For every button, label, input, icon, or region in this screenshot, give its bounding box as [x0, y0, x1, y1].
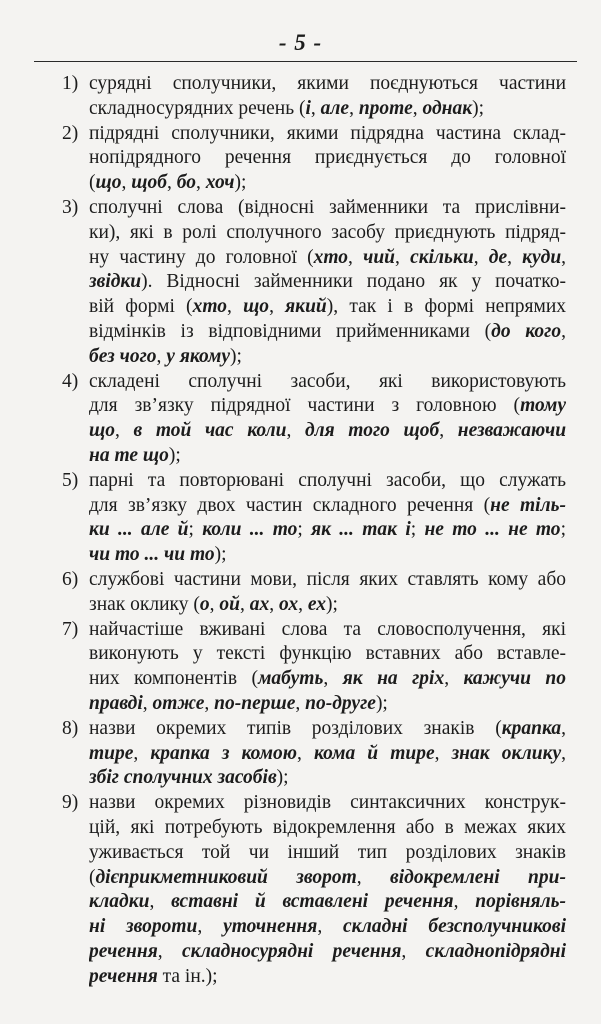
- text-line: [89, 965, 566, 990]
- list-item-number: 7): [62, 618, 79, 640]
- text-line: [89, 295, 566, 320]
- emphasized-example: чи то ... чи то: [89, 544, 215, 566]
- text-segment: цій, які потребують відокремлення або в межах яких: [89, 816, 566, 838]
- emphasized-example: не тіль-: [490, 494, 566, 516]
- text-segment: ,: [195, 172, 206, 194]
- text-segment: ,: [226, 296, 244, 318]
- text-segment: );: [234, 172, 247, 194]
- text-segment: назви окремих типів розділових знаків (: [89, 717, 502, 739]
- emphasized-example: що: [89, 420, 115, 442]
- text-segment: нопідрядного речення приєднується до головної: [89, 147, 566, 169]
- text-line: [89, 419, 566, 444]
- text-line: [89, 841, 566, 866]
- emphasized-example: ох: [278, 593, 299, 615]
- text-line: [89, 196, 566, 221]
- text-segment: ,: [197, 916, 224, 938]
- emphasized-example: порівняль-: [475, 891, 566, 913]
- text-segment: ;: [410, 519, 425, 541]
- text-line: [89, 692, 566, 717]
- emphasized-example: і: [305, 97, 311, 119]
- text-segment: ,: [115, 420, 134, 442]
- text-segment: ,: [295, 692, 306, 714]
- text-segment: ,: [453, 891, 476, 913]
- emphasized-example: по-друге: [305, 692, 376, 714]
- text-segment: ,: [269, 593, 279, 615]
- list-item: [62, 122, 566, 196]
- list-item: [62, 196, 566, 370]
- text-segment: ,: [561, 246, 566, 268]
- text-segment: знак оклику (: [89, 593, 200, 615]
- text-segment: ,: [133, 742, 151, 764]
- text-segment: );: [214, 544, 227, 566]
- text-segment: ,: [444, 668, 464, 690]
- text-segment: );: [472, 97, 485, 119]
- text-line: [89, 543, 566, 568]
- list-item: [62, 791, 566, 989]
- text-line: [89, 593, 566, 618]
- text-segment: ,: [298, 593, 308, 615]
- text-line: [89, 568, 566, 593]
- emphasized-example: в той час коли: [133, 420, 287, 442]
- list-item: [62, 568, 566, 618]
- text-line: [89, 320, 566, 345]
- emphasized-example: для того щоб: [304, 420, 440, 442]
- text-line: [89, 394, 566, 419]
- text-segment: ,: [209, 593, 220, 615]
- list-item: [62, 618, 566, 717]
- text-segment: відмінків із відповідними прийменниками (: [89, 320, 492, 342]
- list-item-number: 9): [62, 792, 79, 814]
- emphasized-example: щоб: [131, 172, 167, 194]
- text-segment: (: [89, 866, 96, 888]
- text-line: [89, 940, 566, 965]
- list-item: [62, 469, 566, 568]
- emphasized-example: крапка: [501, 717, 562, 739]
- emphasized-example: бо: [176, 172, 196, 194]
- emphasized-example: у якому: [166, 345, 231, 367]
- emphasized-example: як на гріх: [342, 668, 445, 690]
- emphasized-example: який: [285, 296, 327, 318]
- text-segment: ,: [401, 940, 426, 962]
- text-segment: уживається той чи інший тип розділових знаків: [89, 841, 566, 863]
- emphasized-example: кажучи по: [463, 668, 566, 690]
- emphasized-example: скільки: [410, 246, 474, 268]
- text-segment: ,: [204, 692, 215, 714]
- header-divider: [34, 61, 577, 62]
- text-segment: ), так і в формі непрямих: [326, 296, 566, 318]
- text-segment: підрядні сполучники, якими підрядна частина склад-: [89, 122, 566, 144]
- emphasized-example: куди: [522, 246, 562, 268]
- text-segment: );: [168, 444, 181, 466]
- text-segment: вій формі (: [89, 296, 193, 318]
- list-item-number: 8): [62, 717, 79, 739]
- emphasized-example: кома й тире: [313, 742, 435, 764]
- emphasized-example: о: [199, 593, 210, 615]
- text-segment: ;: [188, 519, 203, 541]
- emphasized-example: складносурядні речення: [182, 940, 402, 962]
- emphasized-example: що: [243, 296, 270, 318]
- text-segment: );: [276, 767, 289, 789]
- list-item-number: 4): [62, 370, 79, 392]
- text-segment: ,: [561, 717, 566, 739]
- text-segment: найчастіше вживані слова та словосполучення, які: [89, 618, 566, 640]
- emphasized-example: чий: [363, 246, 396, 268]
- text-segment: сполучні слова (відносні займенники та прислівни-: [89, 196, 566, 218]
- text-line: [89, 370, 566, 395]
- text-line: [89, 444, 566, 469]
- text-segment: для зв’язку двох частин складного речення (: [89, 494, 491, 516]
- text-segment: ,: [412, 97, 423, 119]
- emphasized-example: ки ... але й: [89, 519, 189, 541]
- emphasized-example: крапка з комою: [150, 742, 297, 764]
- text-segment: (: [89, 172, 96, 194]
- text-line: [89, 642, 566, 667]
- text-segment: ,: [356, 866, 391, 888]
- text-line: [89, 494, 566, 519]
- text-line: [89, 97, 566, 122]
- list-item: [62, 370, 566, 469]
- emphasized-example: мабуть: [258, 668, 324, 690]
- text-segment: ,: [439, 420, 458, 442]
- emphasized-example: як ... так і: [311, 519, 411, 541]
- emphasized-example: ні звороти: [89, 916, 198, 938]
- list-item: [62, 72, 566, 122]
- emphasized-example: хто: [192, 296, 227, 318]
- emphasized-example: речення: [89, 965, 158, 987]
- emphasized-example: але: [320, 97, 350, 119]
- emphasized-example: хоч: [205, 172, 235, 194]
- emphasized-example: ех: [307, 593, 326, 615]
- text-segment: ,: [156, 345, 167, 367]
- emphasized-example: проте: [358, 97, 413, 119]
- text-segment: ,: [310, 97, 321, 119]
- text-segment: ;: [560, 519, 566, 541]
- text-segment: службові частини мови, після яких ставлять кому або: [89, 568, 566, 590]
- text-line: [89, 915, 566, 940]
- emphasized-example: по-перше: [214, 692, 296, 714]
- text-line: [89, 72, 566, 97]
- text-segment: ,: [348, 246, 364, 268]
- emphasized-example: знак оклику: [451, 742, 562, 764]
- list-item-number: 5): [62, 469, 79, 491]
- emphasized-example: ах: [249, 593, 270, 615]
- text-segment: ,: [395, 246, 411, 268]
- emphasized-example: тире: [89, 742, 134, 764]
- list-item-number: 3): [62, 196, 79, 218]
- text-segment: парні та повторювані сполучні засоби, що служать: [89, 469, 566, 491]
- page-number: - 5 -: [278, 30, 323, 55]
- list-item-number: 2): [62, 122, 79, 144]
- text-segment: ,: [157, 940, 182, 962]
- emphasized-example: речення: [89, 940, 158, 962]
- text-segment: ;: [297, 519, 312, 541]
- text-line: [89, 171, 566, 196]
- emphasized-example: кладки: [89, 891, 150, 913]
- text-line: [89, 469, 566, 494]
- text-segment: ,: [317, 916, 343, 938]
- text-segment: ,: [323, 668, 343, 690]
- emphasized-example: де: [488, 246, 508, 268]
- text-segment: та ін.);: [157, 965, 218, 987]
- emphasized-example: дієприкметниковий зворот: [95, 866, 357, 888]
- text-segment: складносурядних речень (: [89, 97, 306, 119]
- emphasized-example: ой: [219, 593, 240, 615]
- emphasized-example: вставні й вставлені речення: [171, 891, 454, 913]
- text-line: [89, 866, 566, 891]
- text-segment: ,: [297, 742, 314, 764]
- text-segment: ,: [121, 172, 132, 194]
- text-segment: ну частину до головної (: [89, 246, 314, 268]
- text-segment: назви окремих різновидів синтаксичних конструк-: [89, 792, 566, 814]
- text-segment: ,: [149, 891, 172, 913]
- text-line: [89, 122, 566, 147]
- emphasized-example: відокремлені при-: [390, 866, 566, 888]
- text-segment: ,: [286, 420, 305, 442]
- text-line: [89, 816, 566, 841]
- emphasized-example: однак: [422, 97, 473, 119]
- text-line: [89, 221, 566, 246]
- text-segment: );: [375, 692, 388, 714]
- text-segment: ки), які в ролі сполучного засобу приєднують підряд-: [89, 221, 566, 243]
- emphasized-example: коли ... то: [202, 519, 298, 541]
- text-line: [89, 766, 566, 791]
- text-segment: ,: [561, 742, 566, 764]
- text-segment: сурядні сполучники, якими поєднуються частини: [89, 73, 566, 94]
- text-line: [89, 518, 566, 543]
- emphasized-example: складнопідрядні: [425, 940, 566, 962]
- text-line: [89, 246, 566, 271]
- emphasized-example: на те що: [89, 444, 169, 466]
- list-item: [62, 717, 566, 791]
- text-line: [89, 890, 566, 915]
- text-segment: ,: [349, 97, 359, 119]
- text-segment: );: [326, 593, 338, 615]
- emphasized-example: збіг сполучних засобів: [89, 767, 277, 789]
- text-segment: ,: [434, 742, 452, 764]
- text-segment: виконують у тексті функцію вставних або вставле-: [89, 643, 566, 665]
- text-segment: ,: [166, 172, 177, 194]
- emphasized-example: складні безсполучникові: [343, 916, 566, 938]
- text-segment: них компонентів (: [89, 668, 259, 690]
- text-line: [89, 791, 566, 816]
- text-segment: ). Відносні займенники подано як у початко-: [141, 271, 566, 293]
- emphasized-example: хто: [313, 246, 349, 268]
- text-segment: для зв’язку підрядної частини з головною (: [89, 395, 521, 417]
- text-line: [89, 717, 566, 742]
- text-segment: ,: [269, 296, 286, 318]
- text-segment: ,: [142, 692, 153, 714]
- emphasized-example: правді: [89, 692, 143, 714]
- text-line: [89, 345, 566, 370]
- text-segment: ,: [561, 320, 566, 342]
- text-line: [89, 742, 566, 767]
- text-line: [89, 667, 566, 692]
- emphasized-example: незважаючи: [457, 420, 566, 442]
- text-line: [89, 146, 566, 171]
- emphasized-example: звідки: [89, 271, 142, 293]
- emphasized-example: що: [95, 172, 122, 194]
- list-item-number: 1): [62, 73, 79, 94]
- emphasized-example: отже: [152, 692, 205, 714]
- text-segment: );: [230, 345, 242, 367]
- text-segment: складені сполучні засоби, які використовують: [89, 370, 566, 392]
- list-item-number: 6): [62, 568, 79, 590]
- text-segment: ,: [239, 593, 250, 615]
- emphasized-example: без чого: [89, 345, 157, 367]
- emphasized-example: уточнення: [223, 916, 318, 938]
- emphasized-example: до кого: [491, 320, 562, 342]
- text-line: [89, 270, 566, 295]
- enumerated-list: [62, 72, 566, 989]
- emphasized-example: не то ... не то: [424, 519, 561, 541]
- text-segment: ,: [473, 246, 489, 268]
- text-segment: ,: [507, 246, 523, 268]
- emphasized-example: тому: [520, 395, 566, 417]
- text-line: [89, 618, 566, 643]
